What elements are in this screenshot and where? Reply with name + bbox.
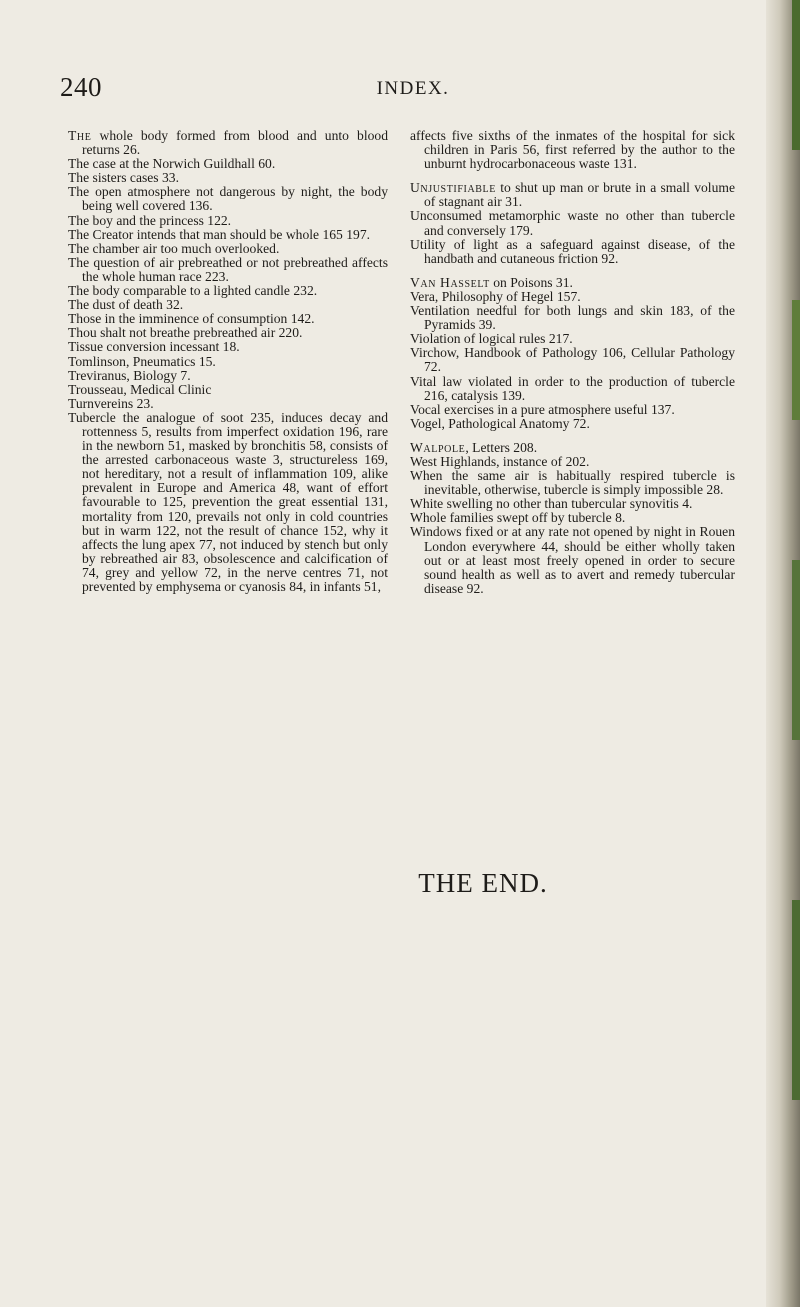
index-entry <box>68 157 388 171</box>
index-column-left <box>68 129 388 594</box>
index-entry <box>410 290 735 304</box>
index-entry-text: The question of air prebreathed or not prebreathed affects the whole human race 223. <box>68 254 388 284</box>
index-entry-text: affects five sixths of the inmates of the hospital for sick children in Paris 56, first referred by the author to the unburnt hydrocarbonaceous waste 131. <box>410 128 735 172</box>
index-entry-text: Vogel, Pathological Anatomy 72. <box>410 415 590 431</box>
index-entry-text: Trousseau, Medical Clinic <box>68 381 212 397</box>
index-entry <box>410 304 735 332</box>
index-entry-text: to shut up man or brute in a small volume of stagnant air 31. <box>424 180 735 210</box>
edge-tint <box>792 300 800 420</box>
index-entry-text: on Poisons 31. <box>489 274 573 290</box>
index-entry <box>68 214 388 228</box>
index-entry-text: Whole families swept off by tubercle 8. <box>410 510 626 526</box>
index-entry <box>68 185 388 213</box>
index-entry <box>410 332 735 346</box>
index-entry <box>68 326 388 340</box>
index-entry-text: The case at the Norwich Guildhall 60. <box>68 156 276 172</box>
index-entry-lead: The <box>68 128 92 143</box>
index-entry <box>68 129 388 157</box>
index-entry <box>410 417 735 431</box>
index-entry-text: Utility of light as a safeguard against disease, of the handbath and cutaneous friction 92. <box>410 236 735 266</box>
index-entry <box>68 242 388 256</box>
index-entry-text: Violation of logical rules 217. <box>410 331 573 347</box>
index-entry-text: White swelling no other than tubercular synovitis 4. <box>410 496 693 512</box>
edge-tint <box>792 560 800 740</box>
index-entry <box>410 209 735 237</box>
index-entry <box>410 375 735 403</box>
index-entry-text: whole body formed from blood and unto blood returns 26. <box>82 128 388 158</box>
index-entry <box>410 129 735 171</box>
edge-tint <box>792 900 800 1100</box>
index-column-right <box>410 129 735 596</box>
index-entry-text: West Highlands, instance of 202. <box>410 453 590 469</box>
index-entry <box>410 441 735 455</box>
edge-tint <box>792 0 800 150</box>
index-entry <box>68 228 388 242</box>
index-entry-text: Turnvereins 23. <box>68 395 154 411</box>
index-entry-text: Vocal exercises in a pure atmosphere useful 137. <box>410 401 675 417</box>
page-number: 240 <box>60 72 102 102</box>
index-entry-text: Vital law violated in order to the production of tubercle 216, catalysis 139. <box>410 373 735 403</box>
index-entry-text: Unconsumed metamorphic waste no other than tubercle and conversely 179. <box>410 208 735 238</box>
index-entry <box>410 181 735 209</box>
index-entry <box>410 497 735 511</box>
index-entry <box>410 455 735 469</box>
index-entry <box>68 355 388 369</box>
index-entry <box>68 312 388 326</box>
index-entry <box>68 171 388 185</box>
index-entry-text: The open atmosphere not dangerous by night, the body being well covered 136. <box>68 184 388 214</box>
index-entry-text: Thou shalt not breathe prebreathed air 220. <box>68 325 303 341</box>
index-entry-lead: Van Hasselt <box>410 274 490 290</box>
index-entry <box>68 298 388 312</box>
index-entry <box>68 284 388 298</box>
index-entry-text: The sisters cases 33. <box>68 170 179 186</box>
index-entry-text: When the same air is habitually respired tubercle is inevitable, otherwise, tubercle is simply impossible 28. <box>410 468 735 498</box>
page-header <box>60 72 766 106</box>
index-entry <box>410 403 735 417</box>
index-entry-text: The Creator intends that man should be whole 165 197. <box>68 226 371 242</box>
the-end-text: THE END. <box>418 868 548 898</box>
index-entry <box>68 383 388 397</box>
page-edge-shadow <box>766 0 800 1307</box>
index-entry-text: Windows fixed or at any rate not opened by night in Rouen London everywhere 44, should be either wholly taken out or at least most freely opened in order to secure sound health as well as to avert and remedy tubercular disease 92. <box>410 524 735 596</box>
index-entry <box>68 369 388 383</box>
index-entry-text: Tubercle the analogue of soot 235, induces decay and rottenness 5, results from imperfect oxidation 196, rare in the newborn 51, masked by bronchitis 58, consists of the arrested carbonaceous waste 3, structureless 169, not hereditary, not a result of inflammation 109, alike prevalent in Europe and America 48, want of effort favourable to 125, prevention the great essential 131, mortality from 120, prevails not only in cold countries but in warm 122, not the result of chance 152, why it affects the lung apex 77, not induced by stench but only by rebreathed air 83, obsolescence and calcification of 74, grey and yellow 72, in the nerve centres 71, not prevented by emphysema or cyanosis 84, in infants 51, <box>68 409 388 594</box>
index-entry <box>410 346 735 374</box>
index-entry <box>410 469 735 497</box>
index-entry-text: The boy and the princess 122. <box>68 212 232 228</box>
index-entry <box>410 525 735 595</box>
index-entry-text: The body comparable to a lighted candle 232. <box>68 283 318 299</box>
index-entry-text: The chamber air too much overlooked. <box>68 240 280 256</box>
index-entry-text: Virchow, Handbook of Pathology 106, Cellular Pathology 72. <box>410 345 735 375</box>
index-entry <box>410 276 735 290</box>
index-entry-text: Tomlinson, Pneumatics 15. <box>68 353 216 369</box>
index-entry <box>68 397 388 411</box>
index-entry-text: Tissue conversion incessant 18. <box>68 339 240 355</box>
index-entry <box>68 411 388 594</box>
running-head: INDEX. <box>376 78 450 99</box>
index-entry-text: Vera, Philosophy of Hegel 157. <box>410 288 581 304</box>
index-entry-lead: Unjustifiable <box>410 180 496 196</box>
index-entry-text: The dust of death 32. <box>68 297 184 313</box>
index-entry <box>410 511 735 525</box>
index-entry <box>410 238 735 266</box>
index-entry-text: Ventilation needful for both lungs and skin 183, of the Pyramids 39. <box>410 303 735 333</box>
index-entry <box>68 340 388 354</box>
index-entry <box>68 256 388 284</box>
index-entry-text: , Letters 208. <box>465 439 538 455</box>
index-entry-lead: Walpole <box>410 439 466 455</box>
index-entry-text: Treviranus, Biology 7. <box>68 367 191 383</box>
index-entry-text: Those in the imminence of consumption 142. <box>68 311 315 327</box>
